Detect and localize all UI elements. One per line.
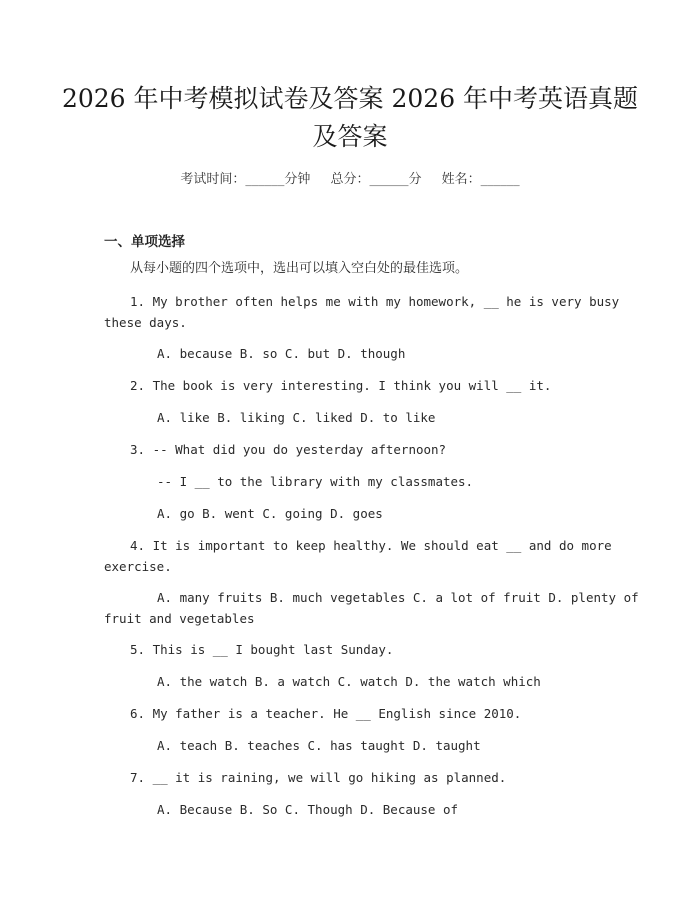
section-heading: 一、单项选择 bbox=[104, 234, 185, 250]
question-2-text: 2. The book is very interesting. I think you will __ it. bbox=[130, 378, 552, 393]
name-label: 姓名：______ bbox=[441, 172, 520, 187]
question-7-text: 7. __ it is raining, we will go hiking as planned. bbox=[130, 770, 507, 785]
question-7-options: A. Because B. So C. Though D. Because of bbox=[157, 802, 459, 817]
question-3-options: A. go B. went C. going D. goes bbox=[157, 506, 383, 521]
question-4-text-cont: exercise. bbox=[104, 559, 172, 574]
question-5-text: 5. This is __ I bought last Sunday. bbox=[130, 642, 394, 657]
total-score-label: 总分：______分 bbox=[330, 172, 422, 187]
question-1-text: 1. My brother often helps me with my homework, __ he is very busy bbox=[130, 294, 620, 309]
question-4-options-cont: fruit and vegetables bbox=[104, 611, 255, 626]
question-6-text: 6. My father is a teacher. He __ English since 2010. bbox=[130, 706, 522, 721]
question-2-options: A. like B. liking C. liked D. to like bbox=[157, 410, 436, 425]
question-3-text: 3. -- What did you do yesterday afternoon? bbox=[130, 442, 447, 457]
question-6-options: A. teach B. teaches C. has taught D. taught bbox=[157, 738, 481, 753]
question-3-text-cont: -- I __ to the library with my classmates. bbox=[157, 474, 474, 489]
question-1-options: A. because B. so C. but D. though bbox=[157, 346, 406, 361]
question-4-text: 4. It is important to keep healthy. We should eat __ and do more bbox=[130, 538, 612, 553]
exam-time-label: 考试时间：______分钟 bbox=[180, 172, 311, 187]
question-4-options: A. many fruits B. much vegetables C. a lot of fruit D. plenty of bbox=[157, 590, 639, 605]
section-instruction: 从每小题的四个选项中，选出可以填入空白处的最佳选项。 bbox=[130, 261, 469, 276]
question-1-text-cont: these days. bbox=[104, 315, 187, 330]
page-title: 2026 年中考模拟试卷及答案 2026 年中考英语真题及答案 bbox=[61, 84, 639, 151]
exam-meta bbox=[0, 168, 700, 187]
question-5-options: A. the watch B. a watch C. watch D. the watch which bbox=[157, 674, 541, 689]
